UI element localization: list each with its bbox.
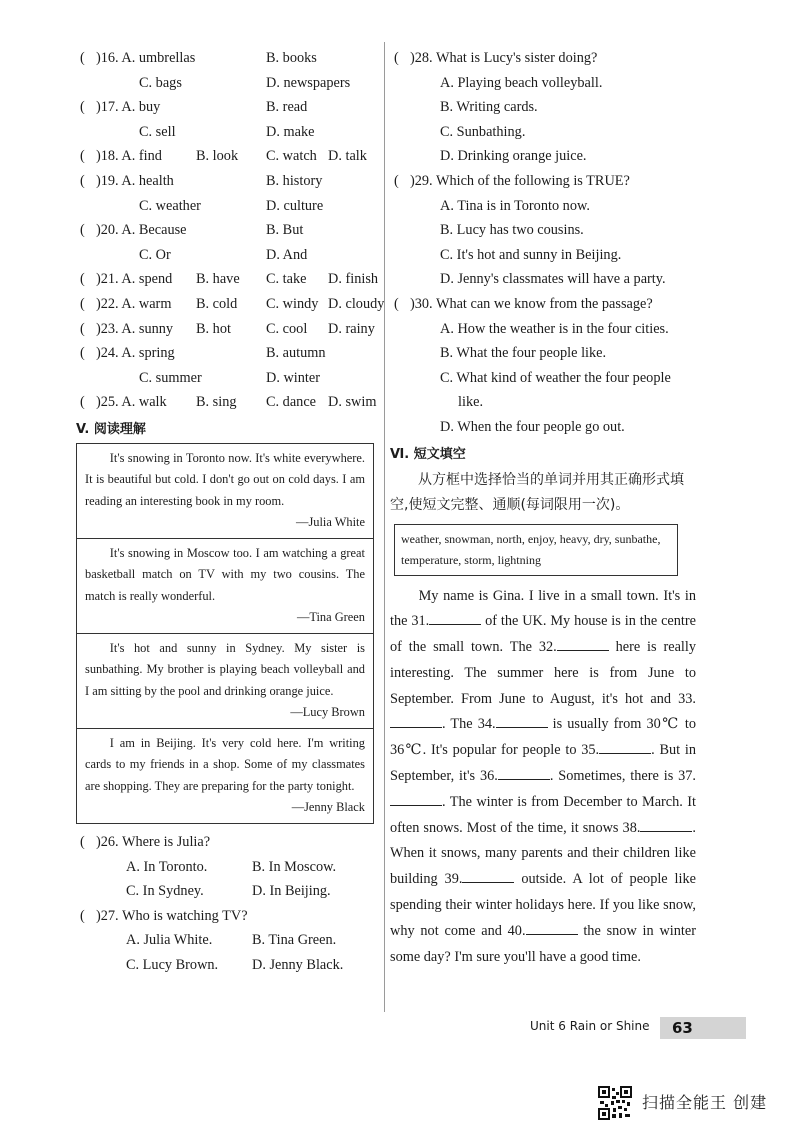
blank-33[interactable] xyxy=(390,713,442,728)
option-text: B. history xyxy=(266,172,323,189)
mcq-row xyxy=(76,218,382,243)
article-text: here is really interesting. The summer here is from June to September. From June to August, it's hot and 33. xyxy=(390,639,697,707)
question-text: )28. What is Lucy's sister doing? xyxy=(410,50,598,66)
option-text: D. rainy xyxy=(328,320,375,337)
question-option: )19. A. health xyxy=(96,172,174,189)
mcq-row xyxy=(76,390,382,415)
passage-text: I am in Beijing. It's very cold here. I'm writing cards to my friends in a shop. Some of my classmates are shopping. They are preparing for the party tonight. xyxy=(85,735,365,793)
question-text: )29. Which of the following is TRUE? xyxy=(410,172,630,189)
option-text: C. take xyxy=(266,271,307,288)
question-27: ( )27. Who is watching TV? xyxy=(76,904,382,929)
cloze-instruction: 从方框中选择恰当的单词并用其正确形式填空,使短文完整、通顺(每词限用一次)。 xyxy=(390,471,684,513)
blank-32[interactable] xyxy=(557,636,609,651)
option-d: D. In Beijing. xyxy=(252,883,331,900)
question-option: )25. A. walk xyxy=(96,394,167,411)
option-text: B. autumn xyxy=(266,345,326,362)
option-d: D. When the four people go out. xyxy=(440,418,625,435)
option-text: C. weather xyxy=(139,197,201,214)
page-number: 63 xyxy=(672,1019,693,1037)
option-a: A. Julia White. xyxy=(126,932,213,949)
answer-paren[interactable]: ( xyxy=(80,345,85,362)
option-text: D. And xyxy=(266,246,308,263)
cloze-article xyxy=(390,584,696,971)
question-option: )23. A. sunny xyxy=(96,320,174,337)
column-divider xyxy=(384,42,385,1012)
right-column xyxy=(390,46,696,970)
question-option: )22. A. warm xyxy=(96,295,172,312)
passage-text: It's snowing in Moscow too. I am watching a great basketball match on TV with my two cousins. The match is really wonderful. xyxy=(85,545,365,603)
article-text: . The winter is from December to March. It often snows. Most of the time, it snows 38. xyxy=(390,793,696,836)
question-option: )20. A. Because xyxy=(96,222,187,239)
option-a: A. Playing beach volleyball. xyxy=(440,74,603,91)
question-27-options-ab xyxy=(76,928,382,953)
option-text: D. finish xyxy=(328,271,379,288)
blank-35[interactable] xyxy=(599,739,651,754)
option-text: D. cloudy xyxy=(328,295,385,312)
option-a: A. Tina is in Toronto now. xyxy=(440,197,590,214)
option-text: C. summer xyxy=(139,369,202,386)
article-text: of the UK. My house is in the centre of the small town. The 32. xyxy=(390,613,696,656)
question-option: )18. A. find xyxy=(96,148,162,165)
mcq-row xyxy=(76,292,385,317)
option-b: B. Writing cards. xyxy=(440,99,538,116)
option-text: C. Or xyxy=(139,246,171,263)
option-text: B. have xyxy=(196,271,240,288)
answer-paren[interactable]: ( xyxy=(80,50,85,66)
option-c: C. Lucy Brown. xyxy=(126,956,219,973)
question-26: ( )26. Where is Julia? xyxy=(76,830,382,855)
word-bank-box: weather, snowman, north, enjoy, heavy, dry, sunbathe, temperature, storm, lightning xyxy=(394,524,678,576)
passage-signature: —Jenny Black xyxy=(291,800,365,815)
option-b: B. Tina Green. xyxy=(252,932,337,949)
option-text: D. talk xyxy=(328,148,367,165)
multiple-choice-list xyxy=(76,46,385,415)
section-title-cloze: Ⅵ. 短文填空 xyxy=(390,446,466,462)
question-text: )30. What can we know from the passage? xyxy=(410,295,653,312)
article-text: . Sometimes, there is 37. xyxy=(549,768,696,785)
answer-paren[interactable]: ( xyxy=(80,222,85,239)
question-27-options-cd xyxy=(76,953,382,978)
left-column xyxy=(76,46,385,977)
passage-text: It's hot and sunny in Sydney. My sister is sunbathing. My brother is playing beach volleyball and I am sitting by the pool and drinking orange juice. xyxy=(85,640,365,698)
option-c-continued: like. xyxy=(458,394,484,411)
option-text: C. watch xyxy=(266,148,317,165)
mcq-row xyxy=(76,267,382,292)
question-text: )26. Where is Julia? xyxy=(96,833,211,850)
article-text: is usually from 30℃ to 36℃. It's popular for people to 35. xyxy=(390,716,696,759)
option-d: D. Drinking orange juice. xyxy=(440,148,587,165)
question-option: )16. A. umbrellas xyxy=(96,50,196,66)
section-title-reading: V. 阅读理解 xyxy=(76,421,146,437)
mcq-row xyxy=(76,71,382,96)
passage-text: It's snowing in Toronto now. It's white everywhere. It is beautiful but cold. I don't go out on cold days. I am reading an interesting book in my room. xyxy=(85,450,365,508)
mcq-row xyxy=(76,243,382,268)
scanner-watermark xyxy=(598,1086,788,1120)
option-text: B. hot xyxy=(196,320,231,337)
mcq-row xyxy=(76,317,382,342)
blank-38[interactable] xyxy=(640,817,692,832)
article-text: . The 34. xyxy=(442,716,496,733)
watermark-text: 扫描全能王 创建 xyxy=(642,1093,768,1112)
answer-paren[interactable]: ( xyxy=(80,172,85,189)
option-c: C. In Sydney. xyxy=(126,883,204,900)
option-text: C. bags xyxy=(139,74,182,91)
option-a: A. In Toronto. xyxy=(126,858,208,875)
passage-signature: —Julia White xyxy=(296,515,365,530)
question-text: )27. Who is watching TV? xyxy=(96,907,248,924)
question-29: ( )29. Which of the following is TRUE? A. Tina is in Toronto now. B. Lucy has two cousins. C. It's hot and sunny in Beijing. D. Jenny's classmates will have a party. xyxy=(390,169,696,292)
mcq-row xyxy=(76,341,382,366)
mcq-row xyxy=(76,95,382,120)
blank-39[interactable] xyxy=(462,868,514,883)
option-text: D. newspapers xyxy=(266,74,351,91)
mcq-row xyxy=(76,194,382,219)
passage-tina xyxy=(77,539,373,634)
blank-36[interactable] xyxy=(498,765,550,780)
option-text: D. make xyxy=(266,123,315,140)
mcq-row xyxy=(76,120,382,145)
mcq-row xyxy=(76,366,382,391)
question-26-options-cd xyxy=(76,879,382,904)
option-b: B. Lucy has two cousins. xyxy=(440,222,584,239)
passage-jenny xyxy=(77,729,373,823)
option-c: C. It's hot and sunny in Beijing. xyxy=(440,246,622,263)
option-text: D. culture xyxy=(266,197,324,214)
reading-passages-box xyxy=(76,443,374,824)
option-text: B. sing xyxy=(196,394,237,411)
option-b: B. What the four people like. xyxy=(440,345,607,362)
question-option: )24. A. spring xyxy=(96,345,175,362)
option-text: C. dance xyxy=(266,394,317,411)
option-text: D. swim xyxy=(328,394,377,411)
question-option: )21. A. spend xyxy=(96,271,173,288)
article-text: outside. A lot of people like spending their winter holidays here. If you like snow, why not come and 40. xyxy=(390,871,696,939)
mcq-row xyxy=(76,46,382,71)
question-26-options-ab xyxy=(76,855,382,880)
article-text: . When it snows, many parents and their children like building 39. xyxy=(390,819,696,888)
option-text: C. sell xyxy=(139,123,176,140)
article-text: the snow in winter some day? I'm sure you'll have a good time. xyxy=(390,922,696,965)
mcq-row xyxy=(76,144,382,169)
option-text: B. cold xyxy=(196,295,238,312)
answer-paren[interactable]: ( xyxy=(80,295,85,312)
answer-paren[interactable]: ( xyxy=(80,394,85,411)
passage-lucy xyxy=(77,634,373,729)
option-b: B. In Moscow. xyxy=(252,858,337,875)
option-text: B. books xyxy=(266,50,317,66)
passage-signature: —Lucy Brown xyxy=(290,705,365,720)
article-text: . But in September, it's 36. xyxy=(390,742,696,785)
article-text: My name is Gina. I live in a small town. It's in the 31. xyxy=(390,587,696,630)
option-text: B. But xyxy=(266,222,304,239)
answer-paren[interactable]: ( xyxy=(80,99,85,116)
answer-paren[interactable]: ( xyxy=(80,320,85,337)
answer-paren[interactable]: ( xyxy=(80,148,85,165)
mcq-row xyxy=(76,169,382,194)
option-text: B. look xyxy=(196,148,239,165)
answer-paren[interactable]: ( xyxy=(80,271,85,288)
option-d: D. Jenny Black. xyxy=(252,956,344,973)
blank-37[interactable] xyxy=(390,791,442,806)
option-c: C. Sunbathing. xyxy=(440,123,526,140)
page-number-box xyxy=(660,1017,746,1039)
qr-code-icon xyxy=(598,1086,632,1120)
question-option: )17. A. buy xyxy=(96,99,161,116)
option-text: D. winter xyxy=(266,369,320,386)
page-footer xyxy=(520,1017,742,1039)
question-28: ( )28. What is Lucy's sister doing? A. Playing beach volleyball. B. Writing cards. C. Sunbathing. D. Drinking orange juice. xyxy=(390,46,696,169)
passage-signature: —Tina Green xyxy=(296,610,365,625)
option-text: C. windy xyxy=(266,295,319,312)
unit-title: Unit 6 Rain or Shine xyxy=(530,1019,650,1033)
option-a: A. How the weather is in the four cities. xyxy=(440,320,669,337)
blank-34[interactable] xyxy=(496,713,548,728)
option-text: B. read xyxy=(266,99,308,116)
option-d: D. Jenny's classmates will have a party. xyxy=(440,271,666,288)
question-30: ( )30. What can we know from the passage? A. How the weather is in the four cities. B. What the four people like. C. What kind of weather the four people like. D. When the four people go out. xyxy=(390,292,696,440)
passage-julia xyxy=(77,444,373,539)
blank-31[interactable] xyxy=(429,610,481,625)
option-text: C. cool xyxy=(266,320,308,337)
option-c: C. What kind of weather the four people xyxy=(440,369,671,386)
blank-40[interactable] xyxy=(526,920,578,935)
